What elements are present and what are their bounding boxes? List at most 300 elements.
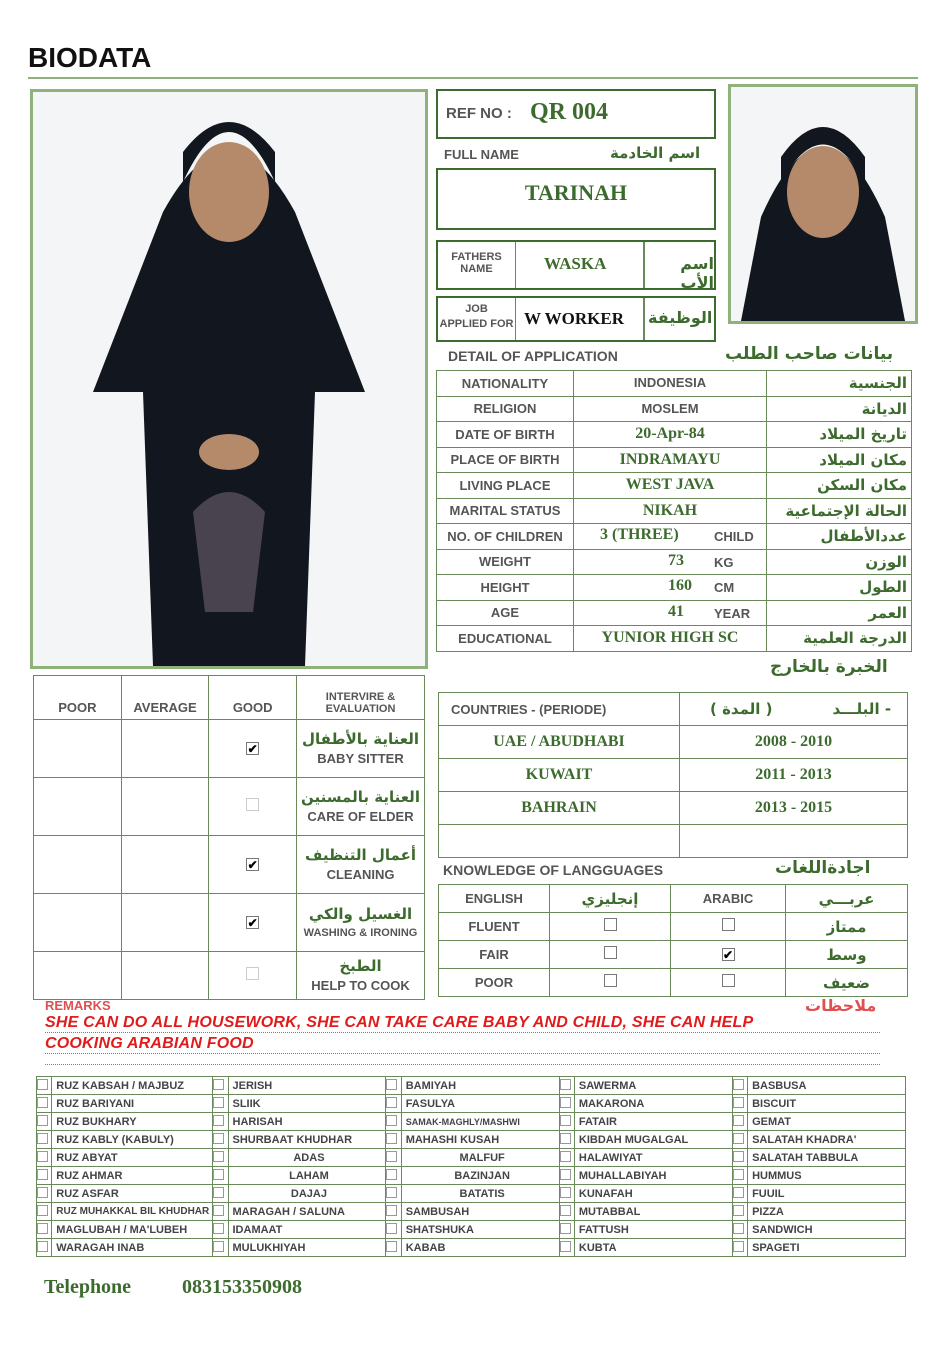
application-field-value: 41 bbox=[668, 602, 684, 620]
food-item: FASULYA bbox=[401, 1095, 559, 1113]
application-field-label-ar: العمر bbox=[767, 600, 912, 626]
skills-header-cell: POOR bbox=[34, 676, 122, 720]
experience-col-countries: COUNTRIES - (PERIODE) bbox=[439, 693, 680, 726]
skill-average-cell bbox=[121, 836, 209, 894]
food-checkbox[interactable] bbox=[213, 1151, 224, 1162]
skill-name-en: WASHING & IRONING bbox=[303, 926, 418, 939]
experience-col-country-ar: البلـــد - bbox=[832, 700, 892, 718]
food-item: SANDWICH bbox=[748, 1221, 906, 1239]
application-field-cell bbox=[574, 626, 767, 652]
food-checkbox[interactable] bbox=[733, 1151, 744, 1162]
person-portrait-icon bbox=[731, 87, 915, 321]
language-level-row bbox=[439, 941, 908, 969]
food-checkbox[interactable] bbox=[386, 1187, 397, 1198]
lang-english-cell bbox=[550, 913, 671, 941]
language-level-label-ar: وسط bbox=[786, 941, 908, 969]
food-row bbox=[37, 1095, 906, 1113]
application-field-label-ar: مكان الميلاد bbox=[767, 447, 912, 473]
application-field-value: 160 bbox=[668, 577, 692, 594]
food-item: HALAWIYAT bbox=[574, 1149, 732, 1167]
food-item: LAHAM bbox=[228, 1167, 386, 1185]
food-checkbox-cell bbox=[213, 1167, 228, 1185]
full-name-box bbox=[436, 168, 716, 230]
food-checkbox-cell bbox=[37, 1095, 52, 1113]
food-item: SHATSHUKA bbox=[401, 1221, 559, 1239]
full-name-label-ar: اسم الخادمة bbox=[610, 144, 701, 162]
food-checkbox[interactable] bbox=[560, 1115, 571, 1126]
skill-good-checkbox[interactable]: ✔ bbox=[247, 915, 258, 930]
skill-name-en: HELP TO COOK bbox=[311, 977, 410, 993]
food-checkbox[interactable] bbox=[213, 1133, 224, 1144]
food-checkbox-cell bbox=[213, 1149, 228, 1167]
food-item: IDAMAAT bbox=[228, 1221, 386, 1239]
lang-arabic-label-ar: عربـــي bbox=[786, 885, 908, 913]
food-row bbox=[37, 1167, 906, 1185]
food-checkbox[interactable] bbox=[733, 1241, 744, 1252]
father-label-1: FATHERS bbox=[451, 251, 502, 263]
skill-good-cell bbox=[209, 778, 297, 836]
food-item: RUZ MUHAKKAL BIL KHUDHAR bbox=[52, 1203, 213, 1221]
food-checkbox-cell bbox=[386, 1131, 401, 1149]
food-checkbox[interactable] bbox=[386, 1133, 397, 1144]
food-checkbox[interactable] bbox=[213, 1205, 224, 1216]
food-checkbox[interactable] bbox=[733, 1097, 744, 1108]
food-item: BATATIS bbox=[401, 1185, 559, 1203]
food-checkbox[interactable] bbox=[560, 1223, 571, 1234]
skill-row bbox=[34, 952, 425, 1000]
job-box bbox=[436, 296, 716, 342]
experience-country: BAHRAIN bbox=[439, 792, 680, 825]
food-checkbox-cell bbox=[213, 1113, 228, 1131]
skills-table bbox=[33, 675, 425, 1000]
food-item: RUZ BUKHARY bbox=[52, 1113, 213, 1131]
experience-period: 2013 - 2015 bbox=[680, 792, 908, 825]
languages-table bbox=[438, 884, 908, 997]
skill-desc-cell bbox=[297, 894, 425, 952]
skill-poor-cell bbox=[34, 836, 122, 894]
lang-arabic-checkbox[interactable] bbox=[722, 974, 735, 987]
application-field-label: MARITAL STATUS bbox=[437, 498, 574, 524]
food-item: SAMBUSAH bbox=[401, 1203, 559, 1221]
food-checkbox-cell bbox=[37, 1131, 52, 1149]
language-level-row bbox=[439, 913, 908, 941]
remarks-line-2: COOKING ARABIAN FOOD bbox=[45, 1035, 880, 1054]
food-checkbox-cell bbox=[213, 1131, 228, 1149]
food-item: FATAIR bbox=[574, 1113, 732, 1131]
food-checkbox[interactable] bbox=[37, 1169, 48, 1180]
skills-header-cell: INTERVIRE & EVALUATION bbox=[297, 676, 425, 720]
food-checkbox[interactable] bbox=[386, 1241, 397, 1252]
skill-good-cell bbox=[209, 720, 297, 778]
food-checkbox-cell bbox=[386, 1185, 401, 1203]
job-label-1: JOB bbox=[465, 303, 488, 315]
food-item: DAJAJ bbox=[228, 1185, 386, 1203]
food-item: RUZ BARIYANI bbox=[52, 1095, 213, 1113]
lang-arabic-cell bbox=[671, 969, 786, 997]
lang-english-cell bbox=[550, 969, 671, 997]
food-checkbox-cell bbox=[732, 1131, 747, 1149]
lang-arabic-label: ARABIC bbox=[671, 885, 786, 913]
food-checkbox-cell bbox=[37, 1167, 52, 1185]
food-item: RUZ KABLY (KABULY) bbox=[52, 1131, 213, 1149]
food-item: RUZ KABSAH / MAJBUZ bbox=[52, 1077, 213, 1095]
skill-good-cell bbox=[209, 836, 297, 894]
food-checkbox[interactable] bbox=[560, 1169, 571, 1180]
lang-english-cell bbox=[550, 941, 671, 969]
application-row bbox=[437, 600, 912, 626]
application-row bbox=[437, 371, 912, 397]
experience-row bbox=[439, 792, 908, 825]
page-title: BIODATA bbox=[28, 42, 152, 73]
food-checkbox[interactable] bbox=[560, 1187, 571, 1198]
skill-name-ar: الغسيل والكي bbox=[308, 905, 413, 924]
experience-title-ar: الخبرة بالخارج bbox=[770, 657, 888, 677]
food-checkbox-cell bbox=[213, 1221, 228, 1239]
food-checkbox[interactable] bbox=[37, 1115, 48, 1126]
skill-average-cell bbox=[121, 720, 209, 778]
food-checkbox[interactable] bbox=[37, 1223, 48, 1234]
languages-title: KNOWLEDGE OF LANGGUAGES bbox=[443, 862, 664, 878]
food-item: WARAGAH INAB bbox=[52, 1239, 213, 1257]
food-checkbox-cell bbox=[37, 1203, 52, 1221]
application-field-label-ar: مكان السكن bbox=[767, 473, 912, 499]
food-checkbox[interactable] bbox=[560, 1079, 571, 1090]
application-field-cell bbox=[574, 524, 767, 550]
application-field-label-ar: الوزن bbox=[767, 549, 912, 575]
remarks-label: REMARKS bbox=[45, 998, 111, 1013]
job-label-ar: الوظيفة bbox=[648, 308, 713, 327]
food-checkbox-cell bbox=[732, 1239, 747, 1257]
application-field-label: DATE OF BIRTH bbox=[437, 422, 574, 448]
full-name-value: TARINAH bbox=[524, 180, 628, 205]
skill-good-checkbox[interactable] bbox=[246, 967, 259, 980]
experience-table bbox=[438, 692, 908, 858]
food-checkbox[interactable] bbox=[386, 1097, 397, 1108]
application-field-label: NATIONALITY bbox=[437, 371, 574, 397]
food-row bbox=[37, 1185, 906, 1203]
food-item: MUTABBAL bbox=[574, 1203, 732, 1221]
food-item: MULUKHIYAH bbox=[228, 1239, 386, 1257]
food-checkbox-cell bbox=[213, 1185, 228, 1203]
application-field-value: NIKAH bbox=[642, 501, 698, 519]
food-checkbox[interactable] bbox=[560, 1133, 571, 1144]
food-checkbox-cell bbox=[559, 1077, 574, 1095]
application-field-value: MOSLEM bbox=[641, 400, 699, 416]
food-checkbox-cell bbox=[732, 1095, 747, 1113]
food-row bbox=[37, 1221, 906, 1239]
food-item: MAHASHI KUSAH bbox=[401, 1131, 559, 1149]
application-field-label: PLACE OF BIRTH bbox=[437, 447, 574, 473]
food-item: BISCUIT bbox=[748, 1095, 906, 1113]
application-row bbox=[437, 422, 912, 448]
application-field-label-ar: الطول bbox=[767, 575, 912, 601]
application-title-ar: بيانات صاحب الطلب bbox=[725, 344, 894, 364]
remarks-line-1: SHE CAN DO ALL HOUSEWORK, SHE CAN TAKE CARE BABY AND CHILD, SHE CAN HELP bbox=[45, 1014, 880, 1033]
food-row bbox=[37, 1131, 906, 1149]
food-item: SPAGETI bbox=[748, 1239, 906, 1257]
application-field-cell bbox=[574, 575, 767, 601]
lang-english-checkbox[interactable] bbox=[604, 918, 617, 931]
skill-name-ar: أعمال التنظيف bbox=[305, 846, 416, 865]
food-checkbox-cell bbox=[386, 1167, 401, 1185]
person-figure-icon bbox=[33, 92, 425, 666]
food-checkbox[interactable] bbox=[733, 1187, 744, 1198]
language-level-label: FAIR bbox=[439, 941, 550, 969]
food-checkbox-cell bbox=[732, 1221, 747, 1239]
lang-arabic-checkbox[interactable] bbox=[722, 918, 735, 931]
food-checkbox[interactable] bbox=[37, 1133, 48, 1144]
full-name-label: FULL NAME bbox=[444, 147, 519, 162]
food-checkbox-cell bbox=[559, 1113, 574, 1131]
application-field-cell bbox=[574, 396, 767, 422]
food-item: KUNAFAH bbox=[574, 1185, 732, 1203]
food-checkbox[interactable] bbox=[733, 1079, 744, 1090]
food-checkbox-cell bbox=[37, 1113, 52, 1131]
food-row bbox=[37, 1149, 906, 1167]
father-label-2: NAME bbox=[460, 263, 493, 275]
food-item: KIBDAH MUGALGAL bbox=[574, 1131, 732, 1149]
food-row bbox=[37, 1113, 906, 1131]
food-checkbox-cell bbox=[559, 1239, 574, 1257]
job-label-2: APPLIED FOR bbox=[439, 318, 514, 330]
food-checkbox[interactable] bbox=[733, 1223, 744, 1234]
experience-row bbox=[439, 759, 908, 792]
application-field-value: 20-Apr-84 bbox=[635, 425, 705, 443]
application-field-value: WEST JAVA bbox=[625, 476, 715, 494]
experience-period: 2008 - 2010 bbox=[680, 726, 908, 759]
food-checkbox[interactable] bbox=[37, 1187, 48, 1198]
food-item: FUUIL bbox=[748, 1185, 906, 1203]
remarks-label-ar: ملاحظات bbox=[805, 996, 877, 1015]
ref-value: QR 004 bbox=[530, 99, 608, 125]
food-checkbox[interactable] bbox=[213, 1223, 224, 1234]
application-row bbox=[437, 549, 912, 575]
full-body-photo bbox=[30, 89, 428, 669]
food-checkbox[interactable] bbox=[37, 1205, 48, 1216]
skill-poor-cell bbox=[34, 778, 122, 836]
skill-desc-cell bbox=[297, 778, 425, 836]
food-item: HUMMUS bbox=[748, 1167, 906, 1185]
skill-name-en: CARE OF ELDER bbox=[307, 808, 414, 824]
language-level-label-ar: ضعيف bbox=[786, 969, 908, 997]
food-item: BASBUSA bbox=[748, 1077, 906, 1095]
food-checkbox-cell bbox=[559, 1149, 574, 1167]
food-checkbox[interactable] bbox=[213, 1115, 224, 1126]
skills-header-cell: AVERAGE bbox=[121, 676, 209, 720]
job-value: W WORKER bbox=[524, 309, 624, 328]
ref-label: REF NO : bbox=[446, 105, 512, 122]
skill-average-cell bbox=[121, 894, 209, 952]
food-checkbox-cell bbox=[37, 1185, 52, 1203]
experience-period: 2011 - 2013 bbox=[680, 759, 908, 792]
food-item: GEMAT bbox=[748, 1113, 906, 1131]
skill-good-checkbox[interactable]: ✔ bbox=[247, 857, 258, 872]
food-item: MARAGAH / SALUNA bbox=[228, 1203, 386, 1221]
food-item: RUZ AHMAR bbox=[52, 1167, 213, 1185]
food-checkbox-cell bbox=[37, 1077, 52, 1095]
application-field-value: INDRAMAYU bbox=[619, 450, 721, 468]
father-value: WASKA bbox=[544, 254, 607, 273]
food-checkbox[interactable] bbox=[213, 1241, 224, 1252]
skill-average-cell bbox=[121, 952, 209, 1000]
food-checkbox-cell bbox=[559, 1131, 574, 1149]
food-checkbox-cell bbox=[386, 1077, 401, 1095]
food-checkbox-cell bbox=[386, 1095, 401, 1113]
telephone-value: 083153350908 bbox=[182, 1276, 302, 1298]
skill-row bbox=[34, 894, 425, 952]
skill-desc-cell bbox=[297, 720, 425, 778]
food-checkbox-cell bbox=[213, 1239, 228, 1257]
food-checkbox[interactable] bbox=[386, 1223, 397, 1234]
food-checkbox-cell bbox=[732, 1113, 747, 1131]
food-checkbox-cell bbox=[559, 1167, 574, 1185]
food-item: MAKARONA bbox=[574, 1095, 732, 1113]
experience-row bbox=[439, 726, 908, 759]
application-field-cell bbox=[574, 549, 767, 575]
experience-col-period-ar: ( المدة ) bbox=[710, 700, 773, 718]
portrait-photo bbox=[728, 84, 918, 324]
lang-arabic-cell bbox=[671, 941, 786, 969]
food-item: MUHALLABIYAH bbox=[574, 1167, 732, 1185]
application-field-label: AGE bbox=[437, 600, 574, 626]
skills-header-row bbox=[34, 676, 425, 720]
father-box bbox=[436, 240, 716, 290]
food-item: SAWERMA bbox=[574, 1077, 732, 1095]
lang-english-checkbox[interactable] bbox=[604, 946, 617, 959]
food-checkbox-cell bbox=[559, 1185, 574, 1203]
application-field-value: 3 (THREE) bbox=[600, 526, 679, 543]
food-item: SALATAH TABBULA bbox=[748, 1149, 906, 1167]
food-checkbox-cell bbox=[213, 1203, 228, 1221]
food-checkbox[interactable] bbox=[560, 1151, 571, 1162]
telephone-label: Telephone bbox=[44, 1276, 132, 1298]
food-checkbox[interactable] bbox=[37, 1151, 48, 1162]
skill-good-cell bbox=[209, 894, 297, 952]
food-item: BAMIYAH bbox=[401, 1077, 559, 1095]
application-field-value: YUNIOR HIGH SC bbox=[601, 629, 739, 647]
food-checkbox-cell bbox=[386, 1221, 401, 1239]
food-checkbox[interactable] bbox=[386, 1205, 397, 1216]
food-checkbox-cell bbox=[732, 1149, 747, 1167]
application-title: DETAIL OF APPLICATION bbox=[448, 348, 618, 364]
food-item: RUZ ABYAT bbox=[52, 1149, 213, 1167]
skill-poor-cell bbox=[34, 894, 122, 952]
food-item: KABAB bbox=[401, 1239, 559, 1257]
food-checkbox-cell bbox=[386, 1203, 401, 1221]
experience-country: UAE / ABUDHABI bbox=[439, 726, 680, 759]
skill-name-ar: الطبخ bbox=[339, 957, 382, 976]
skill-good-checkbox[interactable] bbox=[246, 798, 259, 811]
application-field-label-ar: الدرجة العلمية bbox=[767, 626, 912, 652]
lang-english-checkbox[interactable] bbox=[604, 974, 617, 987]
food-checkbox[interactable] bbox=[213, 1097, 224, 1108]
food-checkbox[interactable] bbox=[213, 1187, 224, 1198]
food-checkbox-cell bbox=[386, 1239, 401, 1257]
food-checkbox[interactable] bbox=[213, 1079, 224, 1090]
application-field-label: RELIGION bbox=[437, 396, 574, 422]
application-row bbox=[437, 575, 912, 601]
skill-row bbox=[34, 720, 425, 778]
application-field-cell bbox=[574, 600, 767, 626]
food-checkbox[interactable] bbox=[386, 1169, 397, 1180]
food-checkbox[interactable] bbox=[386, 1151, 397, 1162]
food-item: MAGLUBAH / MA'LUBEH bbox=[52, 1221, 213, 1239]
food-checkbox-cell bbox=[213, 1095, 228, 1113]
skills-header-cell: GOOD bbox=[209, 676, 297, 720]
father-label-ar: اسم الأب bbox=[680, 254, 714, 292]
food-item: HARISAH bbox=[228, 1113, 386, 1131]
experience-period bbox=[680, 825, 908, 858]
food-checkbox[interactable] bbox=[386, 1115, 397, 1126]
application-field-label-ar: الحالة الإجتماعية bbox=[767, 498, 912, 524]
food-checkbox[interactable] bbox=[37, 1079, 48, 1090]
food-item: FATTUSH bbox=[574, 1221, 732, 1239]
food-checkbox[interactable] bbox=[37, 1097, 48, 1108]
food-checkbox-cell bbox=[559, 1221, 574, 1239]
food-checkbox[interactable] bbox=[733, 1133, 744, 1144]
food-checkbox-cell bbox=[37, 1239, 52, 1257]
experience-col-ar bbox=[680, 693, 908, 726]
remarks-line-3 bbox=[45, 1064, 880, 1065]
food-checkbox[interactable] bbox=[386, 1079, 397, 1090]
experience-country bbox=[439, 825, 680, 858]
food-item: SAMAK-MAGHLY/MASHWI bbox=[401, 1113, 559, 1131]
application-field-label-ar: الجنسية bbox=[767, 371, 912, 397]
experience-row bbox=[439, 825, 908, 858]
application-field-label: NO. OF CHILDREN bbox=[437, 524, 574, 550]
ref-box bbox=[436, 89, 716, 139]
food-item: MALFUF bbox=[401, 1149, 559, 1167]
food-checkbox[interactable] bbox=[37, 1241, 48, 1252]
application-row bbox=[437, 524, 912, 550]
skill-name-ar: العناية بالأطفال bbox=[302, 730, 419, 749]
food-checkbox-cell bbox=[732, 1167, 747, 1185]
application-field-label: LIVING PLACE bbox=[437, 473, 574, 499]
skill-good-checkbox[interactable]: ✔ bbox=[247, 741, 258, 756]
food-checkbox-cell bbox=[386, 1113, 401, 1131]
skill-name-en: BABY SITTER bbox=[317, 750, 404, 766]
application-field-cell bbox=[574, 498, 767, 524]
skill-desc-cell bbox=[297, 836, 425, 894]
food-item: PIZZA bbox=[748, 1203, 906, 1221]
food-checkbox-cell bbox=[732, 1185, 747, 1203]
application-field-label: EDUCATIONAL bbox=[437, 626, 574, 652]
application-field-label-ar: عددالأطفال bbox=[767, 524, 912, 550]
skill-name-en: CLEANING bbox=[326, 866, 395, 882]
food-checkbox-cell bbox=[559, 1203, 574, 1221]
food-checkbox-cell bbox=[559, 1095, 574, 1113]
application-row bbox=[437, 396, 912, 422]
application-row bbox=[437, 626, 912, 652]
food-checkbox[interactable] bbox=[213, 1169, 224, 1180]
food-checkbox[interactable] bbox=[733, 1169, 744, 1180]
skill-poor-cell bbox=[34, 720, 122, 778]
food-checkbox[interactable] bbox=[560, 1205, 571, 1216]
lang-arabic-checkbox[interactable]: ✔ bbox=[722, 947, 734, 962]
food-checkbox[interactable] bbox=[733, 1205, 744, 1216]
application-field-cell bbox=[574, 422, 767, 448]
food-item: BAZINJAN bbox=[401, 1167, 559, 1185]
language-level-row bbox=[439, 969, 908, 997]
food-checkbox[interactable] bbox=[733, 1115, 744, 1126]
application-row bbox=[437, 447, 912, 473]
food-checkbox-cell bbox=[732, 1203, 747, 1221]
language-level-label: POOR bbox=[439, 969, 550, 997]
food-row bbox=[37, 1239, 906, 1257]
food-item: SLIIK bbox=[228, 1095, 386, 1113]
food-checkbox[interactable] bbox=[560, 1241, 571, 1252]
food-checkbox[interactable] bbox=[560, 1097, 571, 1108]
